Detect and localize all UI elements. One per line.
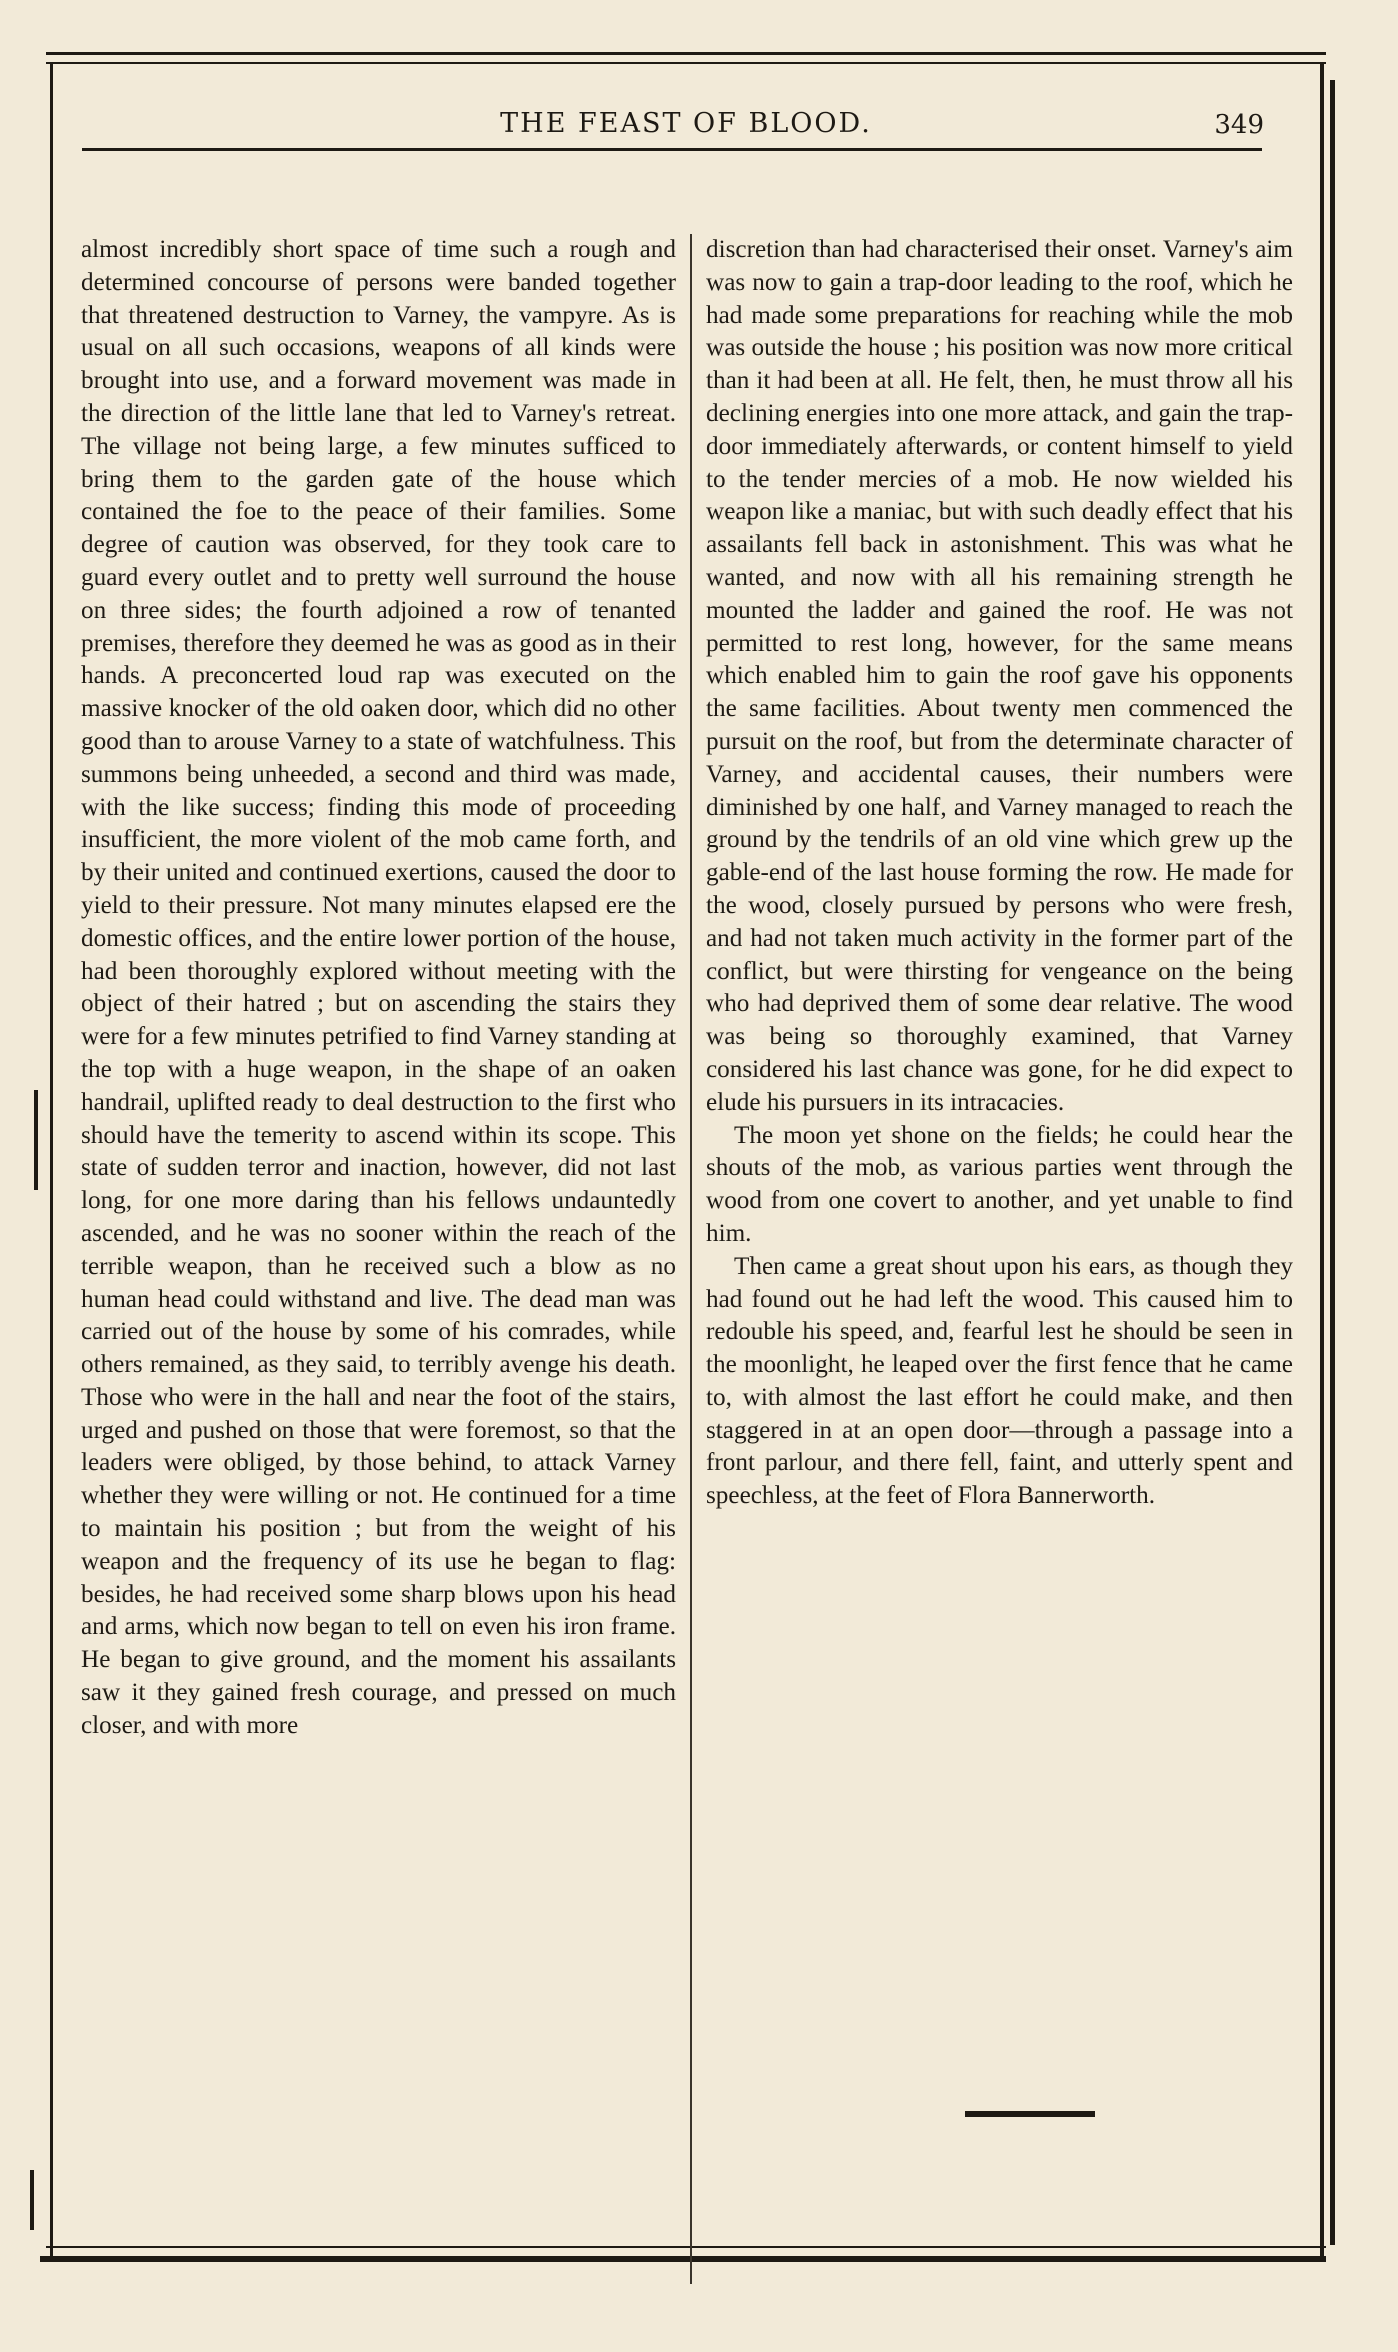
bottom-rule-outer [40,2256,1326,2262]
running-head [52,108,1320,158]
right-border-thick [1330,80,1335,2245]
right-border [1320,64,1324,2259]
left-column [81,234,676,1743]
left-margin-mark-lower [30,2170,34,2230]
page-number: 349 [1214,110,1264,140]
left-paragraph: almost incredibly short space of time such a rough and determined concourse of persons were banded together that threatened destruction to Varney, the vampyre. As is usual on all such occasions, weapons of all kinds were brought into use, and a forward movement was made in the direction of the little lane that led to Varney's retreat. The village not being large, a few minutes sufficed to bring them to the garden gate of the house which contained the foe to the peace of their families. Some degree of caution was observed, for they took care to guard every outlet and to pretty well surround the house on three sides; the fourth adjoined a row of tenanted premises, therefore they deemed he was as good as in their hands. A preconcerted loud rap was executed on the massive knocker of the old oaken door, which did no other good than to arouse Varney to a state of watchfulness. This summons being unheeded, a second and third was made, with the like success; finding this mode of proceeding insufficient, the more violent of the mob came forth, and by their united and continued exertions, caused the door to yield to their pressure. Not many minutes elapsed ere the domestic offices, and the entire lower portion of the house, had been thoroughly explored without meeting with the object of their hatred ; but on ascending the stairs they were for a few minutes petrified to find Varney standing at the top with a huge weapon, in the shape of an oaken handrail, uplifted ready to deal destruction to the first who should have the temerity to ascend within its scope. This state of sudden terror and inaction, however, did not last long, for one more daring than his fellows undauntedly ascended, and he was no sooner within the reach of the terrible weapon, than he received such a blow as no human head could withstand and live. The dead man was carried out of the house by some of his comrades, while others remained, as they said, to terribly avenge his death. Those who were in the hall and near the foot of the stairs, urged and pushed on those that were foremost, so that the leaders were obliged, by those behind, to attack Varney whether they were willing or not. He continued for a time to maintain his position ; but from the weight of his weapon and the frequency of its use he began to flag: besides, he had received some sharp blows upon his head and arms, which now began to tell on even his iron frame. He began to give ground, and the moment his assailants saw it they gained fresh courage, and pressed on much closer, and with more [81,236,676,1739]
page [52,56,1320,2243]
bottom-rule-inner [46,2246,1326,2248]
left-margin-mark [34,1090,38,1190]
top-rule-outer [46,52,1326,55]
column-divider [690,234,692,2284]
page-title: THE FEAST OF BLOOD. [500,108,872,139]
right-paragraph: discretion than had characterised their onset. Varney's aim was now to gain a trap-door leading to the roof, which he had made some preparations for reaching while the mob was outside the house ; his position was now more critical than it had been at all. He felt, then, he must throw all his declining energies into one more attack, and gain the trap-door immediately afterwards, or content himself to yield to the tender mercies of a mob. He now wielded his weapon like a maniac, but with such deadly effect that his assailants fell back in astonishment. This was what he wanted, and now with all his remaining strength he mounted the ladder and gained the roof. He was not permitted to rest long, however, for the same means which enabled him to gain the roof gave his opponents the same facilities. About twenty men commenced the pursuit on the roof, but from the determinate character of Varney, and accidental causes, their numbers were diminished by one half, and Varney managed to reach the ground by the tendrils of an old vine which grew up the gable-end of the last house forming the row. He made for the wood, closely pursued by persons who were fresh, and had not taken much activity in the former part of the conflict, but were thirsting for vengeance on the being who had deprived them of some dear relative. The wood was being so thoroughly examined, that Varney considered his last chance was gone, for he did expect to elude his pursuers in its intracacies. [706,236,1293,1116]
right-paragraph: The moon yet shone on the fields; he could hear the shouts of the mob, as various parties went through the wood from one covert to another, and yet unable to find him. [706,1121,1293,1247]
right-paragraph: Then came a great shout upon his ears, as though they had found out he had left the wood. This caused him to redouble his speed, and, fearful lest he should be seen in the moonlight, he leaped over the first fence that he came to, with almost the last effort he could make, and then staggered in at an open door—through a passage into a front parlour, and there fell, faint, and utterly spent and speechless, at the feet of Flora Bannerworth. [706,1252,1293,1510]
right-column [706,234,1293,1513]
end-rule-ornament [965,2111,1095,2117]
